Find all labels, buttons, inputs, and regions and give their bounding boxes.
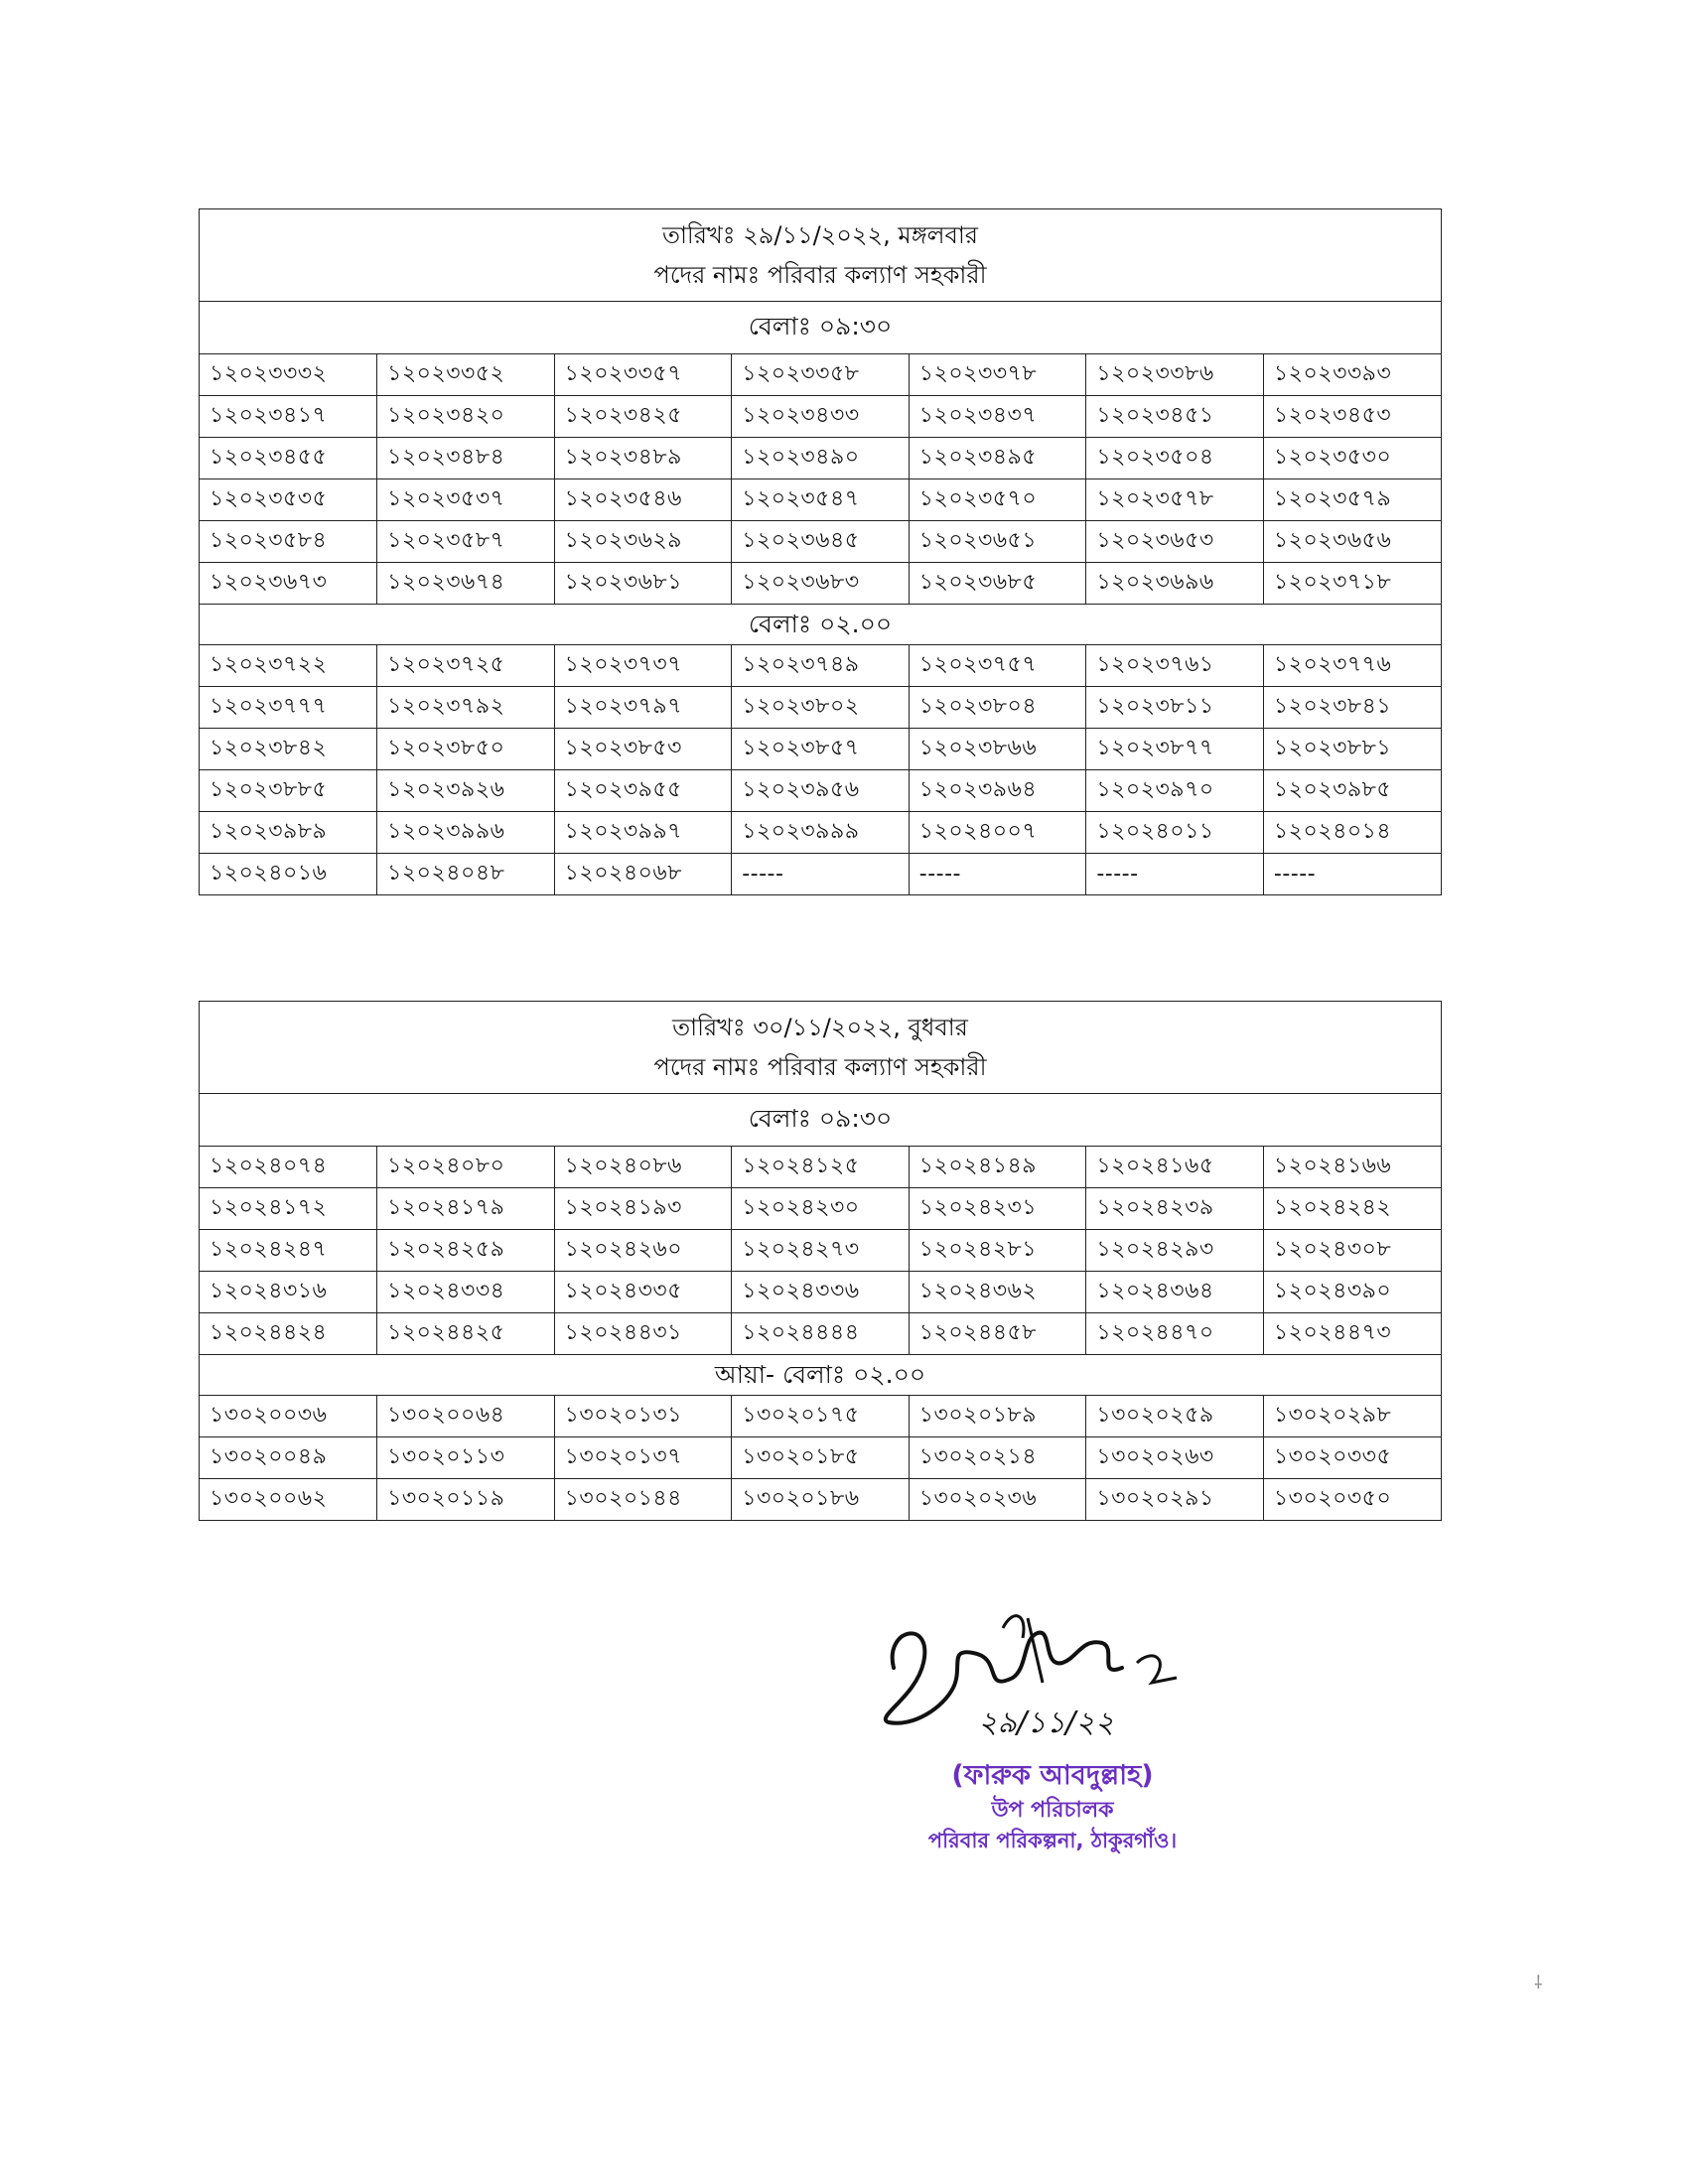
roll-number-cell: ১৩০২০০৩৬: [200, 1396, 377, 1437]
scan-mark: ⸸: [1534, 1973, 1543, 1993]
roll-number-cell: -----: [1086, 854, 1264, 895]
roll-number-cell: ১২০২৩৯৯৬: [377, 812, 555, 854]
exam-date: তারিখঃ ২৯/১১/২০২২, মঙ্গলবার: [661, 221, 979, 249]
roll-table-aya-afternoon: [200, 1396, 1441, 1520]
roll-number-cell: ১২০২৪০১৬: [200, 854, 377, 895]
roll-number-cell: ১২০২৩৫৩০: [1263, 438, 1441, 479]
roll-number-cell: ১২০২৪৩৬৪: [1086, 1272, 1264, 1313]
schedule-section-2: [199, 1001, 1442, 1521]
table-row: [200, 1396, 1441, 1437]
roll-table-morning: [200, 1147, 1441, 1354]
roll-number-cell: ১২০২৩৩৫২: [377, 354, 555, 396]
roll-number-cell: ১২০২৩৬২৯: [554, 521, 732, 563]
roll-number-cell: ১২০২৪২৬০: [554, 1230, 732, 1272]
seal-office: পরিবার পরিকল্পনা, ঠাকুরগাঁও।: [927, 1829, 1178, 1852]
roll-number-cell: ১২০২৩৭৪৯: [732, 645, 910, 687]
roll-number-cell: ১২০২৪১৭২: [200, 1188, 377, 1230]
roll-number-cell: ১২০২৩৩৩২: [200, 354, 377, 396]
table-row: [200, 1147, 1441, 1188]
roll-number-cell: ১২০২৩৮৮১: [1263, 729, 1441, 770]
post-name: পদের নামঃ পরিবার কল্যাণ সহকারী: [653, 1053, 987, 1081]
roll-number-cell: ১৩০২০১৪৪: [554, 1479, 732, 1521]
roll-number-cell: ১২০২৪০১১: [1086, 812, 1264, 854]
post-name: পদের নামঃ পরিবার কল্যাণ সহকারী: [653, 261, 987, 289]
roll-number-cell: ১২০২৩৫৮৪: [200, 521, 377, 563]
roll-number-cell: ১২০২৩৬৮৫: [909, 563, 1086, 605]
roll-number-cell: ১২০২৩৪৮৯: [554, 438, 732, 479]
roll-number-cell: ১২০২৩৯৮৫: [1263, 770, 1441, 812]
roll-number-cell: ১২০২৩৪৩৭: [909, 396, 1086, 438]
roll-number-cell: ১২০২৪০৪৮: [377, 854, 555, 895]
section-header: [200, 209, 1441, 302]
roll-number-cell: ১২০২৪১৪৯: [909, 1147, 1086, 1188]
roll-number-cell: ১২০২৩৫৮৭: [377, 521, 555, 563]
table-row: [200, 563, 1441, 605]
roll-number-cell: ১২০২৪৪২৫: [377, 1313, 555, 1355]
roll-number-cell: ১২০২৪৩৩৬: [732, 1272, 910, 1313]
roll-number-cell: ১২০২৩৬৪৫: [732, 521, 910, 563]
roll-number-cell: ১২০২৩৩৯৩: [1263, 354, 1441, 396]
table-row: [200, 1437, 1441, 1479]
roll-number-cell: ১২০২৩৯৯৯: [732, 812, 910, 854]
roll-number-cell: ১২০২৩৯৭০: [1086, 770, 1264, 812]
roll-number-cell: ১২০২৩৫৩৫: [200, 479, 377, 521]
roll-number-cell: ১২০২৪৪৩১: [554, 1313, 732, 1355]
roll-number-cell: ১৩০২০১৩৭: [554, 1437, 732, 1479]
roll-number-cell: ১২০২৪৪৭০: [1086, 1313, 1264, 1355]
roll-number-cell: ১২০২৪০৭৪: [200, 1147, 377, 1188]
roll-number-cell: ১২০২৩৭৫৭: [909, 645, 1086, 687]
roll-number-cell: ১৩০২০২৯১: [1086, 1479, 1264, 1521]
roll-number-cell: ১৩০২০১৮৬: [732, 1479, 910, 1521]
roll-number-cell: ১২০২৩৫৭০: [909, 479, 1086, 521]
roll-number-cell: ১২০২৩৫৪৬: [554, 479, 732, 521]
roll-number-cell: ১২০২৩৩৮৬: [1086, 354, 1264, 396]
shift-heading-afternoon: বেলাঃ ০২.০০: [200, 604, 1441, 645]
roll-number-cell: ১২০২৩৫৪৭: [732, 479, 910, 521]
roll-number-cell: ১২০২৪৪৫৮: [909, 1313, 1086, 1355]
roll-number-cell: ১২০২৩৩৫৮: [732, 354, 910, 396]
table-row: [200, 1188, 1441, 1230]
roll-number-cell: ১৩০২০১১৩: [377, 1437, 555, 1479]
table-row: [200, 354, 1441, 396]
roll-number-cell: ১২০২৩৪৫১: [1086, 396, 1264, 438]
roll-number-cell: ১৩০২০১৮৫: [732, 1437, 910, 1479]
exam-date: তারিখঃ ৩০/১১/২০২২, বুধবার: [672, 1014, 968, 1041]
section-header: [200, 1002, 1441, 1094]
roll-number-cell: ১৩০২০১৮৯: [909, 1396, 1086, 1437]
roll-number-cell: ১২০২৩৪২০: [377, 396, 555, 438]
roll-number-cell: ১৩০২০০৪৯: [200, 1437, 377, 1479]
roll-number-cell: ১২০২৪০৬৮: [554, 854, 732, 895]
roll-number-cell: ১৩০২০১৭৫: [732, 1396, 910, 1437]
roll-number-cell: ১২০২৩৪৮৪: [377, 438, 555, 479]
roll-number-cell: ১২০২৩৯৯৭: [554, 812, 732, 854]
shift-heading-aya-afternoon: আয়া- বেলাঃ ০২.০০: [200, 1354, 1441, 1396]
roll-number-cell: ১২০২৩৪৩৩: [732, 396, 910, 438]
shift-heading-morning: বেলাঃ ০৯:৩০: [200, 302, 1441, 354]
roll-number-cell: ১২০২৩৬৫১: [909, 521, 1086, 563]
roll-number-cell: ১২০২৩৬৯৬: [1086, 563, 1264, 605]
roll-number-cell: ১২০২৪২৪৭: [200, 1230, 377, 1272]
roll-number-cell: -----: [1263, 854, 1441, 895]
roll-number-cell: ১৩০২০৩৫০: [1263, 1479, 1441, 1521]
seal-designation: উপ পরিচালক: [991, 1798, 1114, 1823]
schedule-section-1: [199, 208, 1442, 895]
roll-number-cell: ১২০২৪১৬৫: [1086, 1147, 1264, 1188]
roll-number-cell: ১২০২৪৪৪৪: [732, 1313, 910, 1355]
roll-number-cell: ১২০২৩৭৬১: [1086, 645, 1264, 687]
roll-number-cell: ১২০২৩৮০৪: [909, 687, 1086, 729]
table-row: [200, 1230, 1441, 1272]
roll-number-cell: ১২০২৪২৮১: [909, 1230, 1086, 1272]
roll-number-cell: ১২০২৩৮৭৭: [1086, 729, 1264, 770]
roll-number-cell: ১২০২৩৪৫৫: [200, 438, 377, 479]
table-row: [200, 1272, 1441, 1313]
roll-number-cell: ১২০২৩৮৮৫: [200, 770, 377, 812]
roll-number-cell: ১২০২৩৭২৫: [377, 645, 555, 687]
roll-number-cell: ১২০২৪৪৭৩: [1263, 1313, 1441, 1355]
seal-officer-name: (ফারুক আবদুল্লাহ): [951, 1760, 1154, 1791]
roll-number-cell: ১৩০২০১১৯: [377, 1479, 555, 1521]
table-row: [200, 729, 1441, 770]
roll-number-cell: ১২০২৩৯২৬: [377, 770, 555, 812]
roll-number-cell: ১২০২৩৯৫৫: [554, 770, 732, 812]
roll-number-cell: ১২০২৪০৮৬: [554, 1147, 732, 1188]
table-row: [200, 479, 1441, 521]
roll-number-cell: ১২০২৩৯৫৬: [732, 770, 910, 812]
roll-table-afternoon: [200, 645, 1441, 894]
roll-number-cell: ১২০২৪০১৪: [1263, 812, 1441, 854]
roll-number-cell: ১২০২৩৩৭৮: [909, 354, 1086, 396]
roll-number-cell: ১২০২৪০৮০: [377, 1147, 555, 1188]
roll-number-cell: ১৩০২০৩৩৫: [1263, 1437, 1441, 1479]
roll-number-cell: ১২০২৩৭৩৭: [554, 645, 732, 687]
roll-number-cell: ১২০২৩৭৭৭: [200, 687, 377, 729]
roll-number-cell: ১২০২৩৬৮৩: [732, 563, 910, 605]
roll-number-cell: -----: [909, 854, 1086, 895]
roll-number-cell: ১২০২৩৭৯২: [377, 687, 555, 729]
roll-number-cell: ১২০২৪২৯৩: [1086, 1230, 1264, 1272]
roll-number-cell: ১২০২৩৯৮৯: [200, 812, 377, 854]
table-row: [200, 1479, 1441, 1521]
roll-number-cell: ১৩০২০০৬৪: [377, 1396, 555, 1437]
roll-number-cell: ১২০২৪৪২৪: [200, 1313, 377, 1355]
table-row: [200, 438, 1441, 479]
table-row: [200, 396, 1441, 438]
table-row: [200, 812, 1441, 854]
roll-number-cell: ১২০২৩৭৯৭: [554, 687, 732, 729]
shift-heading-morning: বেলাঃ ০৯:৩০: [200, 1094, 1441, 1147]
roll-number-cell: ১২০২৩৮৬৬: [909, 729, 1086, 770]
roll-table-morning: [200, 354, 1441, 604]
roll-number-cell: ১২০২৩৮৪১: [1263, 687, 1441, 729]
roll-number-cell: ১২০২৩৭১৮: [1263, 563, 1441, 605]
roll-number-cell: ১২০২৩৯৬৪: [909, 770, 1086, 812]
roll-number-cell: ১৩০২০২৬৩: [1086, 1437, 1264, 1479]
roll-number-cell: ১২০২৩৫০৪: [1086, 438, 1264, 479]
roll-number-cell: ১২০২৩৬৫৬: [1263, 521, 1441, 563]
roll-number-cell: ১৩০২০০৬২: [200, 1479, 377, 1521]
roll-number-cell: -----: [732, 854, 910, 895]
roll-number-cell: ১২০২৩৪৫৩: [1263, 396, 1441, 438]
table-row: [200, 521, 1441, 563]
roll-number-cell: ১২০২৪৩৩৫: [554, 1272, 732, 1313]
roll-number-cell: ১২০২৩৩৫৭: [554, 354, 732, 396]
roll-number-cell: ১২০২৪৩০৮: [1263, 1230, 1441, 1272]
roll-number-cell: ১৩০২০২৫৯: [1086, 1396, 1264, 1437]
roll-number-cell: ১২০২৩৮৪২: [200, 729, 377, 770]
roll-number-cell: ১২০২৩৮৫৩: [554, 729, 732, 770]
roll-number-cell: ১৩০২০১৩১: [554, 1396, 732, 1437]
roll-number-cell: ১২০২৪২৫৯: [377, 1230, 555, 1272]
roll-number-cell: ১২০২৪২৩০: [732, 1188, 910, 1230]
table-row: [200, 645, 1441, 687]
roll-number-cell: ১২০২৩৬৮১: [554, 563, 732, 605]
roll-number-cell: ১২০২৪৩১৬: [200, 1272, 377, 1313]
roll-number-cell: ১৩০২০২৩৬: [909, 1479, 1086, 1521]
roll-number-cell: ১২০২৪৩৩৪: [377, 1272, 555, 1313]
signature-date: ২৯/১১/২২: [978, 1706, 1115, 1740]
roll-number-cell: ১২০২৩৫৩৭: [377, 479, 555, 521]
roll-number-cell: ১২০২৪১৯৩: [554, 1188, 732, 1230]
roll-number-cell: ১২০২৪২৪২: [1263, 1188, 1441, 1230]
roll-number-cell: ১২০২৩৪৯০: [732, 438, 910, 479]
table-row: [200, 854, 1441, 895]
roll-number-cell: ১২০২৪২৩৯: [1086, 1188, 1264, 1230]
roll-number-cell: ১২০২৩৪৯৫: [909, 438, 1086, 479]
roll-number-cell: ১২০২৪২৩১: [909, 1188, 1086, 1230]
roll-number-cell: ১২০২৩৫৭৯: [1263, 479, 1441, 521]
roll-number-cell: ১২০২৩৬৫৩: [1086, 521, 1264, 563]
roll-number-cell: ১২০২৩৮৫০: [377, 729, 555, 770]
roll-number-cell: ১২০২৩৮১১: [1086, 687, 1264, 729]
roll-number-cell: ১২০২৪১২৫: [732, 1147, 910, 1188]
roll-number-cell: ১২০২৩৮০২: [732, 687, 910, 729]
roll-number-cell: ১২০২৩৭৭৬: [1263, 645, 1441, 687]
roll-number-cell: ১২০২৪২৭৩: [732, 1230, 910, 1272]
roll-number-cell: ১২০২৪১৭৯: [377, 1188, 555, 1230]
roll-number-cell: ১২০২৩৭২২: [200, 645, 377, 687]
roll-number-cell: ১২০২৩৬৭৩: [200, 563, 377, 605]
roll-number-cell: ১২০২৪১৬৬: [1263, 1147, 1441, 1188]
roll-number-cell: ১৩০২০২৯৮: [1263, 1396, 1441, 1437]
roll-number-cell: ১২০২৩৬৭৪: [377, 563, 555, 605]
roll-number-cell: ১২০২৩৮৫৭: [732, 729, 910, 770]
table-row: [200, 687, 1441, 729]
table-row: [200, 770, 1441, 812]
roll-number-cell: ১২০২৩৪১৭: [200, 396, 377, 438]
roll-number-cell: ১২০২৩৫৭৮: [1086, 479, 1264, 521]
roll-number-cell: ১৩০২০২১৪: [909, 1437, 1086, 1479]
roll-number-cell: ১২০২৪৩৯০: [1263, 1272, 1441, 1313]
roll-number-cell: ১২০২৩৪২৫: [554, 396, 732, 438]
table-row: [200, 1313, 1441, 1355]
roll-number-cell: ১২০২৪০০৭: [909, 812, 1086, 854]
roll-number-cell: ১২০২৪৩৬২: [909, 1272, 1086, 1313]
